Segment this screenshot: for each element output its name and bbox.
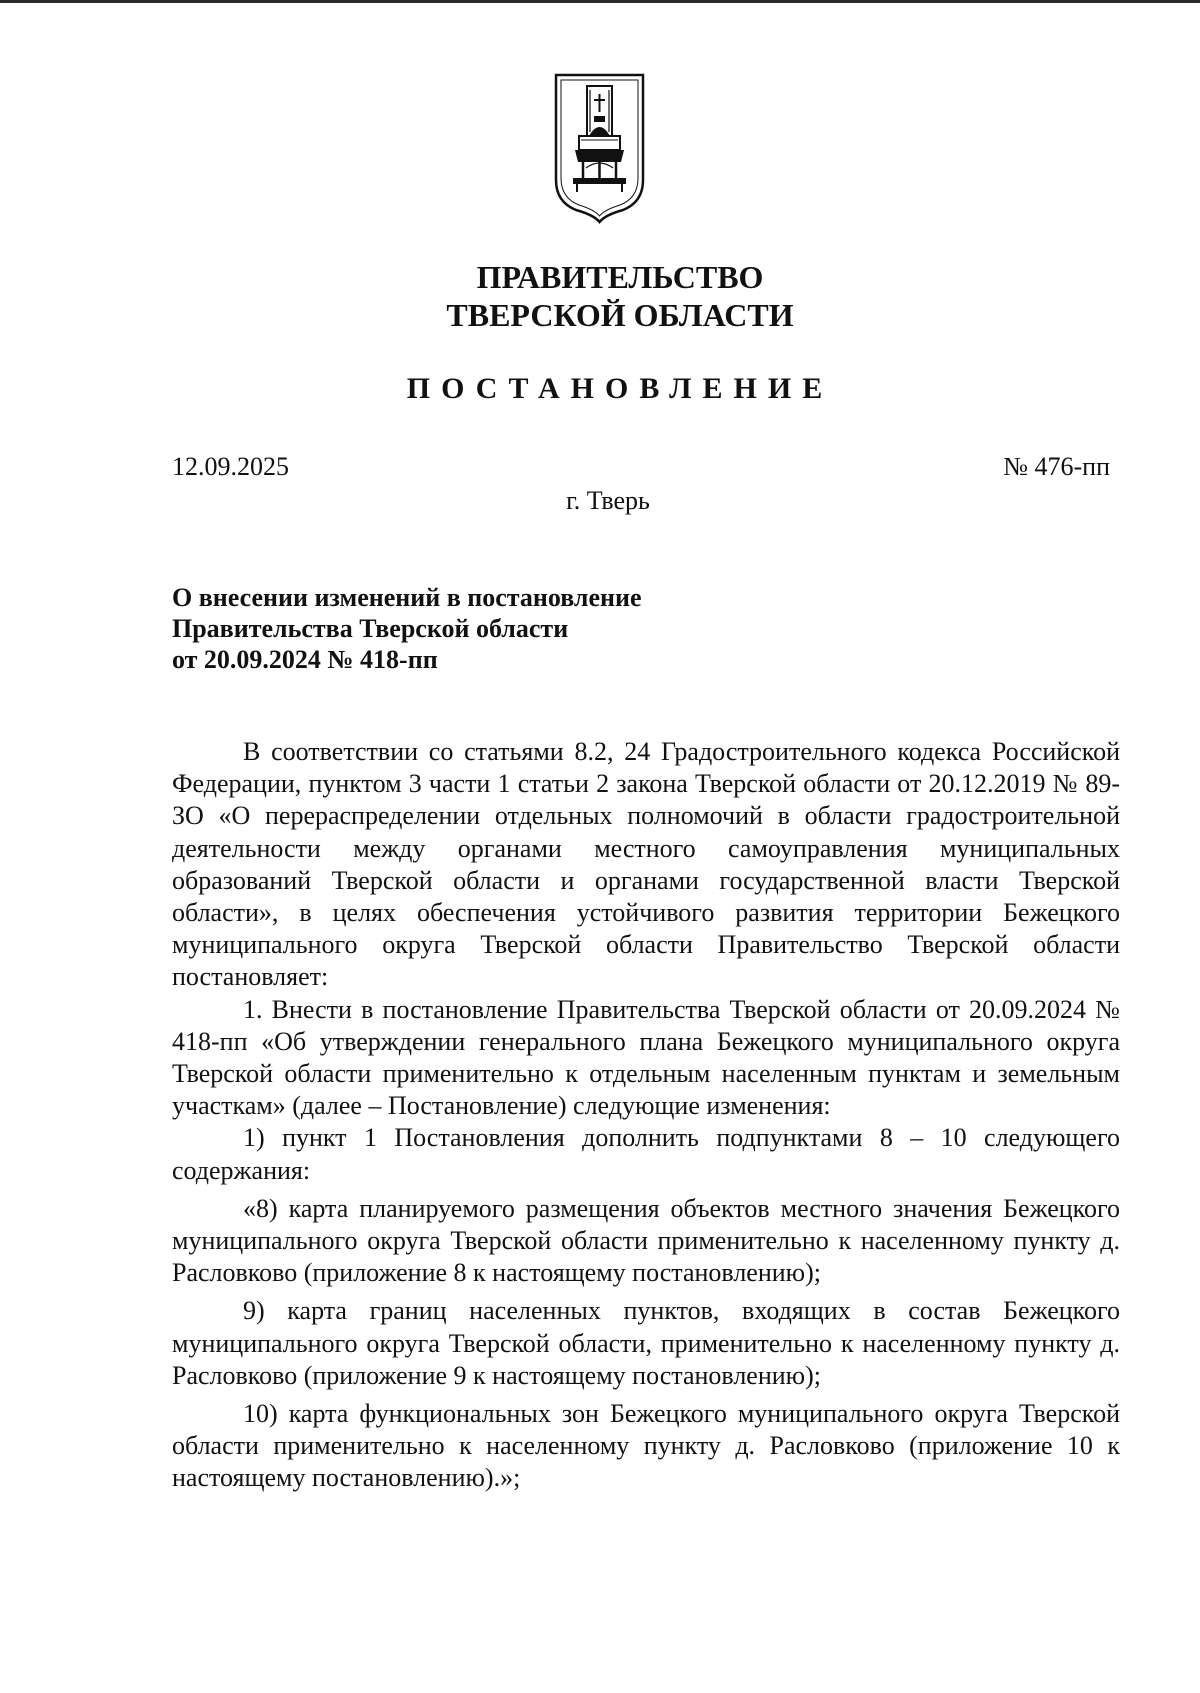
tver-coat-of-arms-icon [553, 72, 646, 226]
document-body [172, 736, 1120, 1495]
subject-line3: от 20.09.2024 № 418-пп [172, 645, 438, 674]
subitem-9-paragraph: 9) карта границ населенных пунктов, входящих в состав Бежецкого муниципального округа Тверской области, применительно к населенному пункту д. Расловково (приложение 9 к настоящему постановлению); [172, 1296, 1120, 1390]
organization-name [0, 258, 1200, 334]
subject-line2: Правительства Тверской области [172, 614, 569, 643]
preamble-paragraph: В соответствии со статьями 8.2, 24 Градостроительного кодекса Российской Федерации, пунктом 3 части 1 статьи 2 закона Тверской области от 20.12.2019 № 89-ЗО «О перераспределении отдельных полномочий в области градостроительной деятельности между органами местного самоуправления муниципальных образований Тверской области и органами государственной власти Тверской области», в целях обеспечения устойчивого развития территории Бежецкого муниципального округа Тверской области Правительство Тверской области постановляет: [172, 737, 1120, 992]
document-type-title: ПОСТАНОВЛЕНИЕ [406, 372, 834, 405]
subitem-8-paragraph: «8) карта планируемого размещения объектов местного значения Бежецкого муниципального округа Тверской области применительно к населенному пункту д. Расловково (приложение 8 к настоящему постановлению); [172, 1193, 1120, 1288]
document-city: г. Тверь [566, 486, 650, 515]
subject-line1: О внесении изменений в постановление [172, 583, 642, 612]
document-number: № 476-пп [1003, 452, 1110, 481]
item-1-paragraph: 1. Внести в постановление Правительства Тверской области от 20.09.2024 № 418-пп «Об утверждении генерального плана Бежецкого муниципального округа Тверской области применительно к отдельным населенным пунктам и земельным участкам» (далее – Постановление) следующие изменения: [172, 994, 1120, 1121]
document-date: 12.09.2025 [172, 452, 289, 481]
subitem-10-paragraph: 10) карта функциональных зон Бежецкого муниципального округа Тверской области применительно к населенному пункту д. Расловково (приложение 10 к настоящему постановлению).»; [172, 1399, 1120, 1493]
organization-name-line2: ТВЕРСКОЙ ОБЛАСТИ [446, 297, 794, 333]
subitem-1-paragraph: 1) пункт 1 Постановления дополнить подпунктами 8 – 10 следующего содержания: [172, 1123, 1120, 1185]
organization-name-line1: ПРАВИТЕЛЬСТВО [476, 259, 764, 295]
document-subject [172, 582, 642, 675]
page-top-border [0, 0, 1200, 3]
